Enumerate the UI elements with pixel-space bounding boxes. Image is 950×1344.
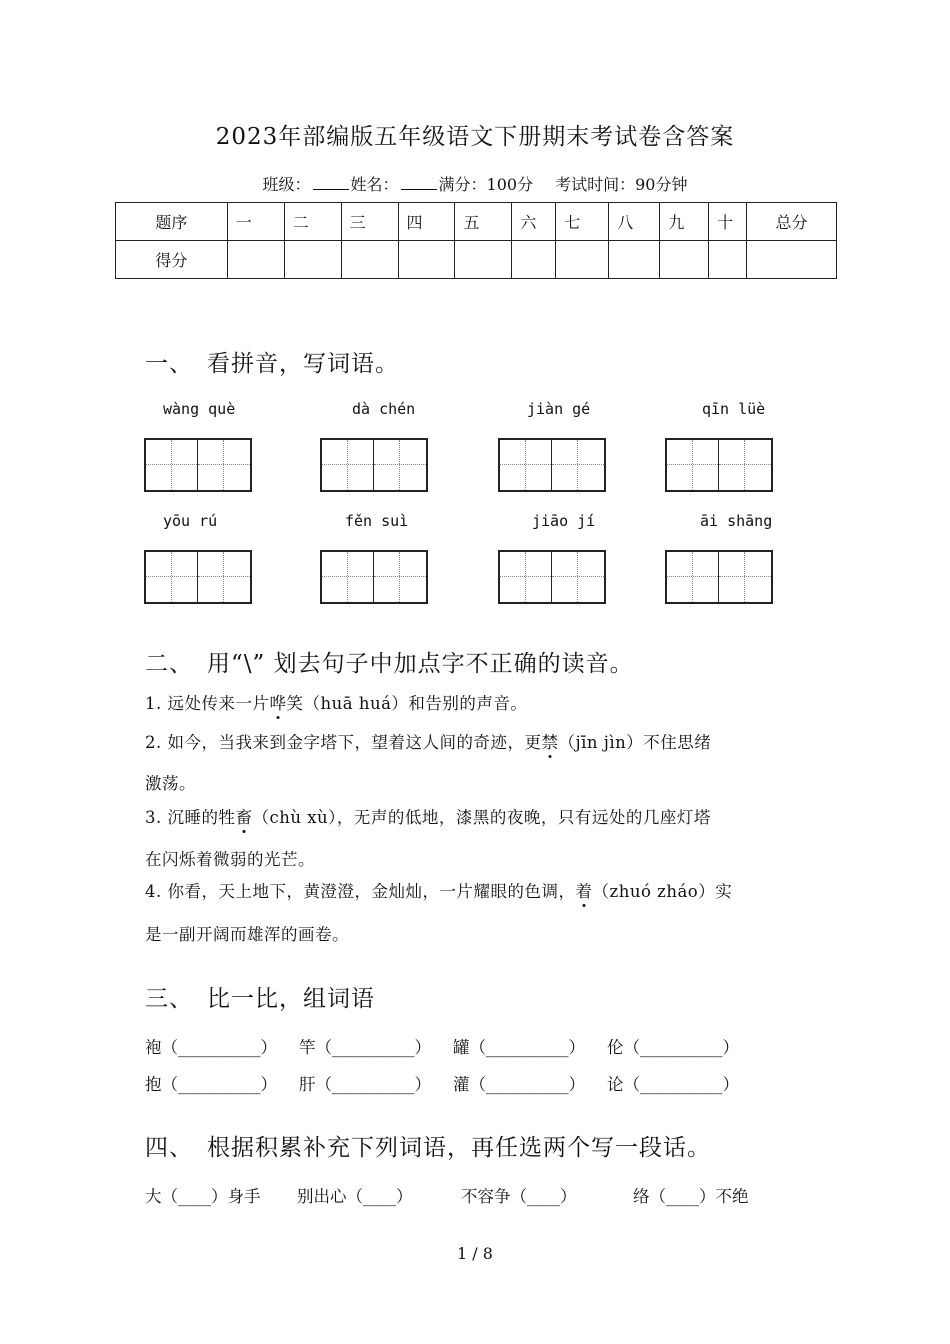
section-title: 用“\” 划去句子中加点字不正确的读音。 xyxy=(207,651,634,677)
writing-grid[interactable] xyxy=(498,550,606,604)
writing-grid[interactable] xyxy=(665,550,773,604)
compare-item[interactable]: 竿（__________） xyxy=(299,1038,431,1057)
compare-item[interactable]: 肝（__________） xyxy=(299,1075,431,1094)
score-row-label: 得分 xyxy=(116,241,228,279)
sentence-text: 4. 你看，天上地下，黄澄澄，金灿灿，一片耀眼的色调， xyxy=(145,882,576,901)
pinyin-label: jiàn gé xyxy=(527,400,591,418)
score-table xyxy=(115,202,837,279)
table-header-cell: 三 xyxy=(341,203,398,241)
grid-cell[interactable] xyxy=(500,440,552,490)
pinyin-label: jiāo jí xyxy=(532,512,596,530)
score-table-score-row xyxy=(116,241,837,279)
compare-item[interactable]: 灌（__________） xyxy=(453,1075,585,1094)
grid-cell[interactable] xyxy=(146,440,198,490)
class-blank[interactable] xyxy=(313,175,349,190)
compare-row-2 xyxy=(145,1071,761,1095)
idiom-fill-row xyxy=(145,1183,749,1207)
grid-cell[interactable] xyxy=(500,552,552,602)
writing-grid[interactable] xyxy=(144,550,252,604)
table-header-cell: 九 xyxy=(660,203,709,241)
section-3-heading xyxy=(145,980,375,1013)
section-number: 四、 xyxy=(145,1135,193,1161)
table-header-cell: 六 xyxy=(512,203,556,241)
writing-grid[interactable] xyxy=(320,550,428,604)
writing-grid[interactable] xyxy=(144,438,252,492)
sentence-text: （zhuó zháo）实 xyxy=(592,882,733,901)
sentence-4 xyxy=(145,878,732,902)
grid-cell[interactable] xyxy=(667,552,719,602)
full-score: 满分：100分 xyxy=(438,175,534,194)
idiom-item[interactable]: 别出心（____） xyxy=(297,1187,413,1206)
sentence-text: 2. 如今，当我来到金字塔下，望着这人间的奇迹，更 xyxy=(145,733,542,752)
grid-cell[interactable] xyxy=(552,552,604,602)
dotted-character: 畜 xyxy=(235,808,253,827)
name-label: 姓名： xyxy=(350,175,399,194)
score-cell[interactable] xyxy=(556,241,609,279)
writing-grid[interactable] xyxy=(320,438,428,492)
score-cell[interactable] xyxy=(709,241,747,279)
sentence-3 xyxy=(145,804,711,828)
grid-cell[interactable] xyxy=(198,440,250,490)
dotted-character: 哗 xyxy=(269,694,287,713)
writing-grid[interactable] xyxy=(498,438,606,492)
idiom-item[interactable]: 络（____）不绝 xyxy=(633,1187,749,1206)
table-header-cell: 二 xyxy=(284,203,341,241)
compare-item[interactable]: 抱（__________） xyxy=(145,1075,277,1094)
sentence-text: （chù xù），无声的低地，漆黑的夜晚，只有远处的几座灯塔 xyxy=(252,808,711,827)
table-header-cell: 一 xyxy=(227,203,284,241)
name-blank[interactable] xyxy=(401,175,437,190)
compare-row-1 xyxy=(145,1034,761,1058)
pinyin-label: wàng què xyxy=(163,400,236,418)
sentence-3-continued: 在闪烁着微弱的光芒。 xyxy=(145,850,315,869)
grid-cell[interactable] xyxy=(198,552,250,602)
score-cell[interactable] xyxy=(512,241,556,279)
section-4-heading xyxy=(145,1129,711,1162)
grid-cell[interactable] xyxy=(552,440,604,490)
compare-item[interactable]: 袍（__________） xyxy=(145,1038,277,1057)
dotted-character: 禁 xyxy=(541,733,559,752)
grid-cell[interactable] xyxy=(322,552,374,602)
compare-item[interactable]: 论（__________） xyxy=(607,1075,739,1094)
section-2-heading xyxy=(145,645,634,678)
sentence-2 xyxy=(145,729,711,753)
table-header-cell: 总分 xyxy=(747,203,837,241)
section-number: 三、 xyxy=(145,986,193,1012)
table-header-cell: 十 xyxy=(709,203,747,241)
section-number: 一、 xyxy=(145,351,193,377)
exam-info xyxy=(0,172,950,195)
score-cell[interactable] xyxy=(341,241,398,279)
idiom-item[interactable]: 不容争（____） xyxy=(461,1187,577,1206)
dotted-character: 着 xyxy=(575,882,593,901)
grid-cell[interactable] xyxy=(719,440,771,490)
section-title: 看拼音，写词语。 xyxy=(207,351,399,377)
section-number: 二、 xyxy=(145,651,193,677)
sentence-text: （jīn jìn）不住思绪 xyxy=(558,733,712,752)
section-1-heading xyxy=(145,345,399,378)
page-title: 2023年部编版五年级语文下册期末考试卷含答案 xyxy=(215,124,735,150)
table-header-cell: 八 xyxy=(609,203,660,241)
table-header-cell: 五 xyxy=(455,203,512,241)
score-cell[interactable] xyxy=(609,241,660,279)
grid-cell[interactable] xyxy=(719,552,771,602)
writing-grid[interactable] xyxy=(665,438,773,492)
section-title: 根据积累补充下列词语，再任选两个写一段话。 xyxy=(207,1135,711,1161)
idiom-item[interactable]: 大（____）身手 xyxy=(145,1187,261,1206)
page-number: 1 / 8 xyxy=(457,1244,493,1263)
sentence-4-continued: 是一副开阔而雄浑的画卷。 xyxy=(145,925,349,944)
exam-time: 考试时间：90分钟 xyxy=(555,175,688,194)
score-cell[interactable] xyxy=(284,241,341,279)
pinyin-label: yōu rú xyxy=(163,512,218,530)
score-cell[interactable] xyxy=(227,241,284,279)
sentence-text: 1. 远处传来一片 xyxy=(145,694,270,713)
sentence-1 xyxy=(145,690,527,714)
score-cell[interactable] xyxy=(747,241,837,279)
sentence-text: 3. 沉睡的牲 xyxy=(145,808,236,827)
grid-cell[interactable] xyxy=(146,552,198,602)
score-cell[interactable] xyxy=(455,241,512,279)
table-header-cell: 四 xyxy=(398,203,455,241)
section-title: 比一比，组词语 xyxy=(207,986,375,1012)
table-header-cell: 七 xyxy=(556,203,609,241)
class-label: 班级： xyxy=(262,175,311,194)
grid-cell[interactable] xyxy=(374,440,426,490)
grid-cell[interactable] xyxy=(667,440,719,490)
sentence-text: 笑（huā huá）和告别的声音。 xyxy=(286,694,528,713)
pinyin-label: dà chén xyxy=(352,400,416,418)
score-table-header-row xyxy=(116,203,837,241)
table-header-cell: 题序 xyxy=(116,203,228,241)
pinyin-label: āi shāng xyxy=(700,512,773,530)
score-cell[interactable] xyxy=(398,241,455,279)
grid-cell[interactable] xyxy=(374,552,426,602)
compare-item[interactable]: 罐（__________） xyxy=(453,1038,585,1057)
compare-item[interactable]: 伦（__________） xyxy=(607,1038,739,1057)
grid-cell[interactable] xyxy=(322,440,374,490)
sentence-2-continued: 激荡。 xyxy=(145,774,196,793)
pinyin-label: fěn suì xyxy=(345,512,409,530)
score-cell[interactable] xyxy=(660,241,709,279)
pinyin-label: qīn lüè xyxy=(702,400,766,418)
